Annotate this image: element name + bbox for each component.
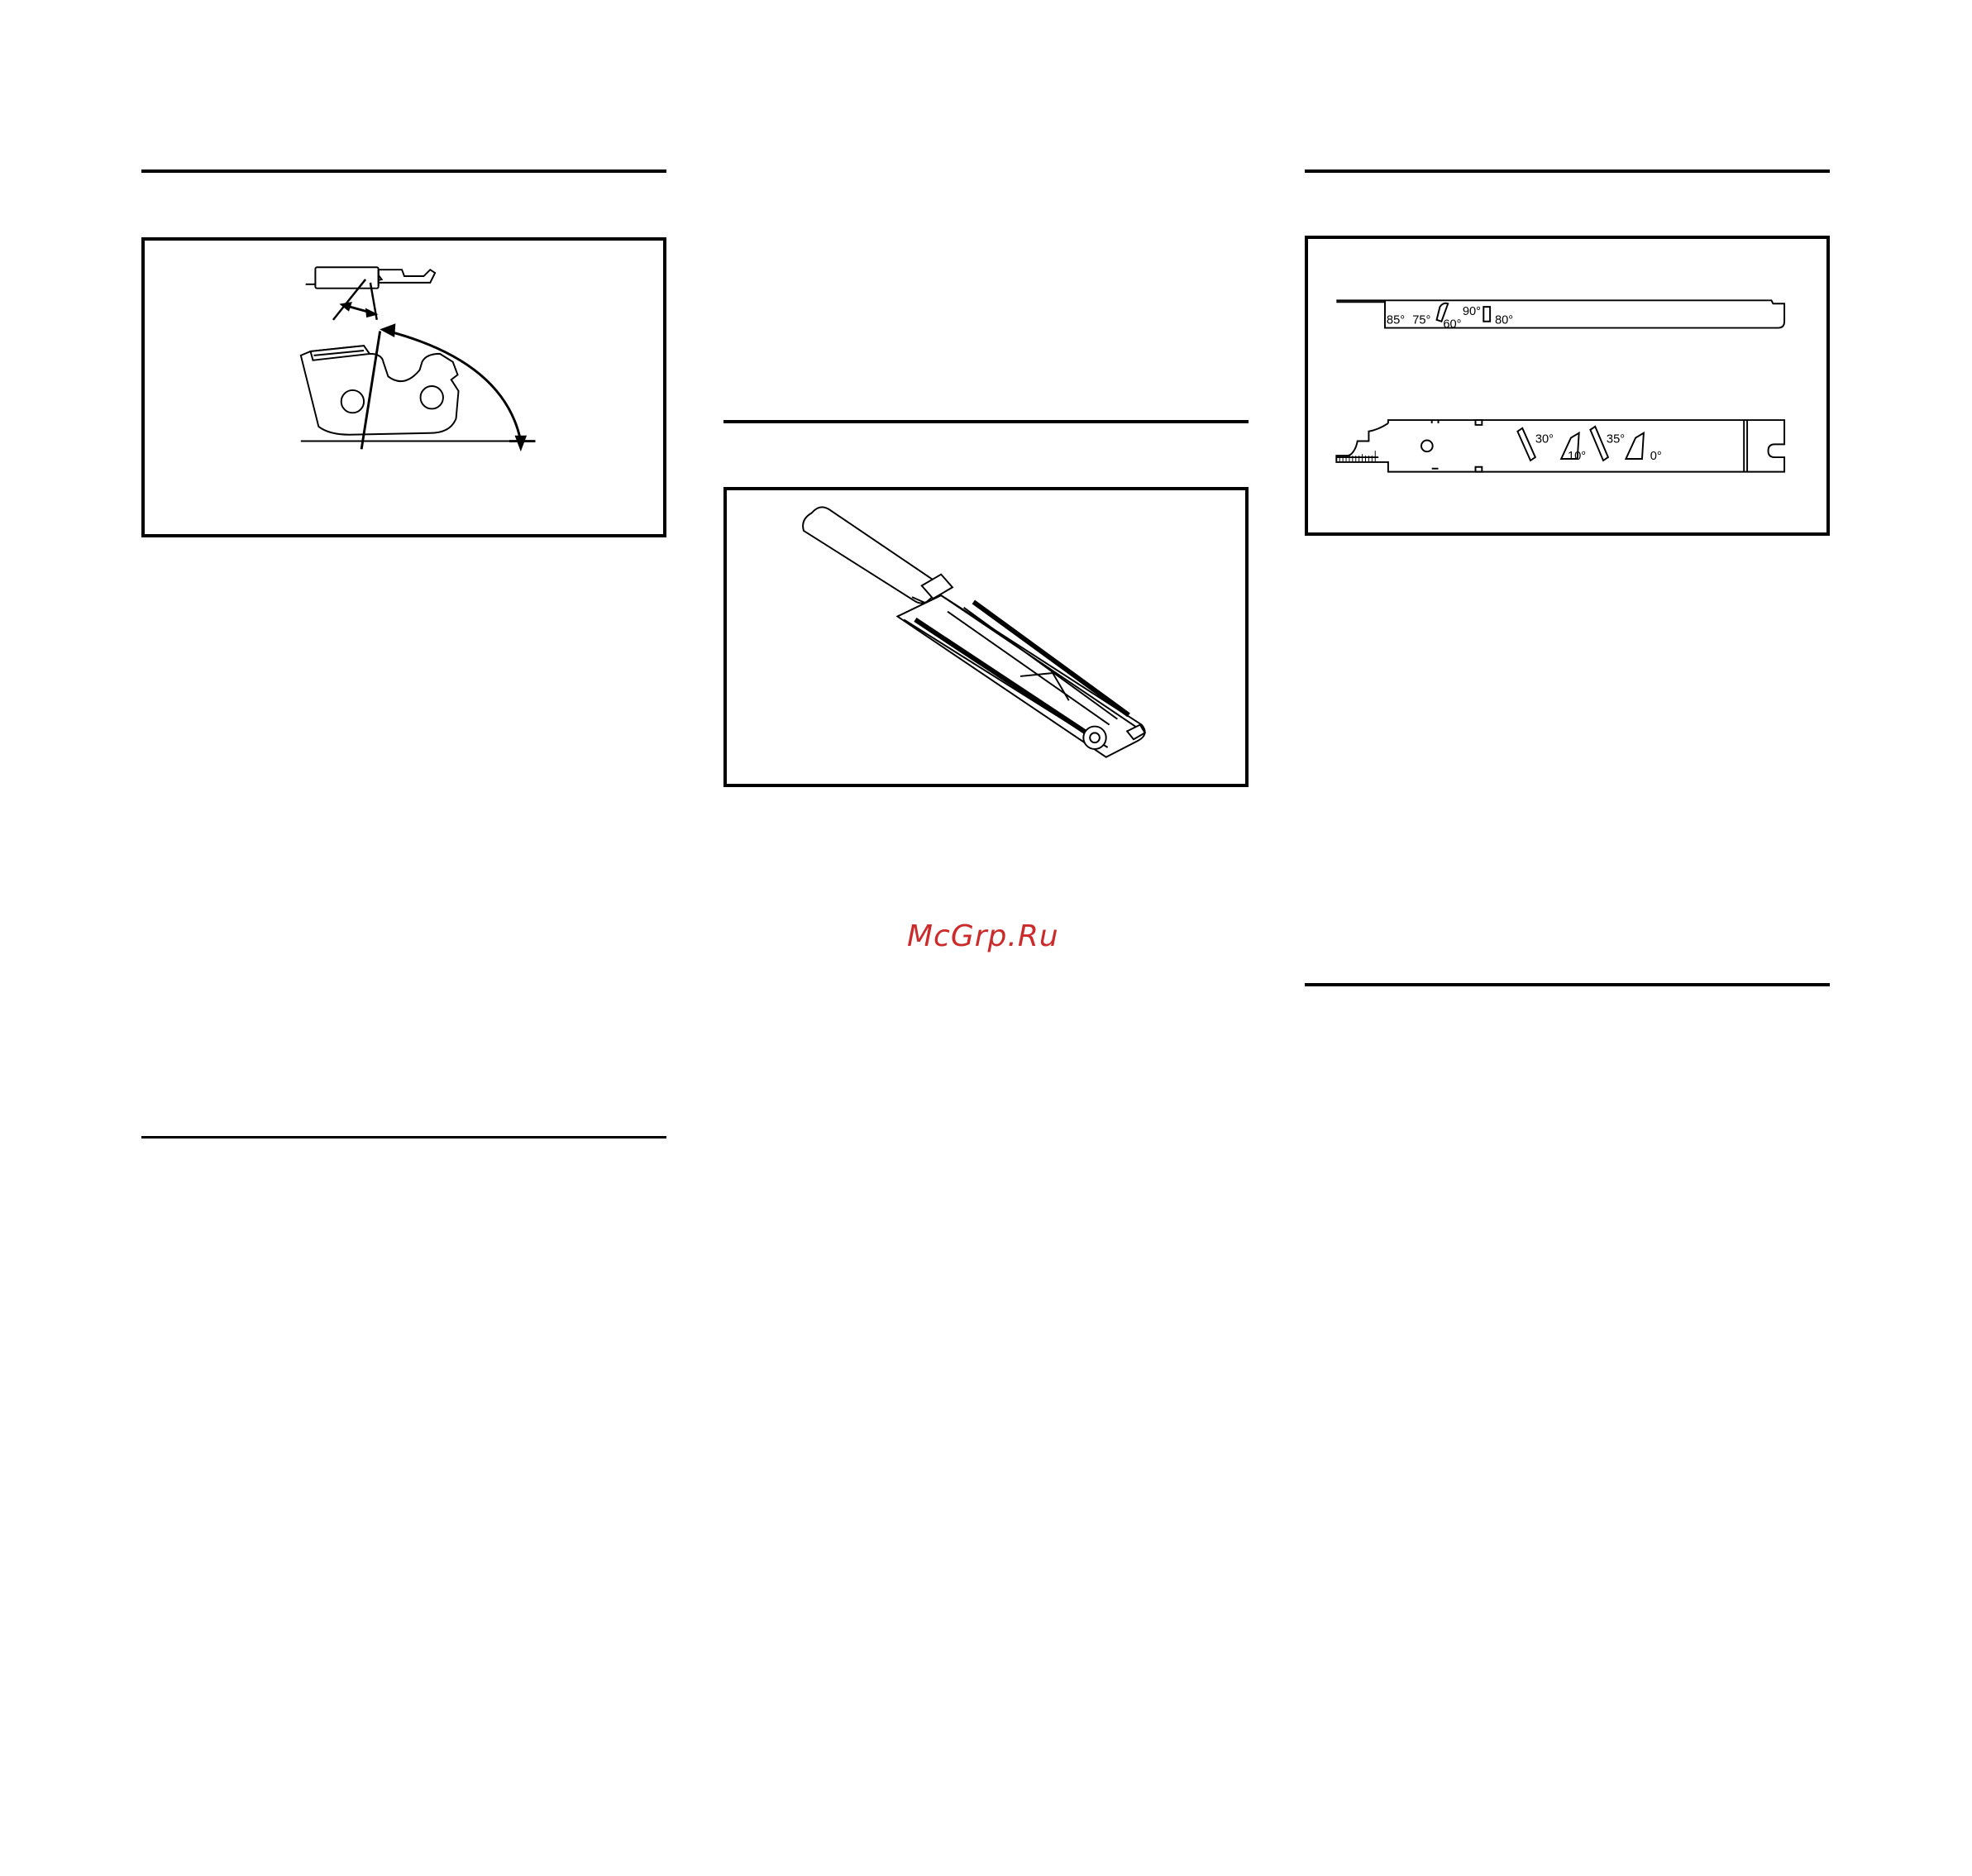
- cutter-angles-illustration: [145, 241, 663, 534]
- gauge-label-30: 30°: [1535, 432, 1554, 446]
- gauge-label-80: 80°: [1494, 313, 1514, 327]
- section-rule-middle: [723, 420, 1249, 423]
- gauge-label-85: 85°: [1386, 313, 1406, 327]
- section-rule-bottom-right: [1305, 983, 1830, 986]
- figure-filing-gauge: [1305, 236, 1830, 536]
- gauge-label-60: 60°: [1443, 317, 1462, 332]
- file-holder-illustration: [727, 490, 1245, 784]
- gauge-label-0: 0°: [1650, 449, 1662, 463]
- section-rule-top-left: [141, 169, 666, 173]
- filing-gauge-illustration: [1308, 239, 1826, 532]
- section-rule-top-right: [1305, 169, 1830, 173]
- section-rule-bottom-left: [141, 1136, 666, 1138]
- gauge-label-10: 10°: [1567, 449, 1587, 463]
- gauge-label-35: 35°: [1606, 432, 1626, 446]
- gauge-label-90: 90°: [1462, 304, 1482, 318]
- figure-file-holder: [723, 487, 1249, 787]
- gauge-label-75: 75°: [1412, 313, 1431, 327]
- watermark: McGrp.Ru: [907, 919, 1059, 953]
- figure-cutter-angles: [141, 237, 666, 537]
